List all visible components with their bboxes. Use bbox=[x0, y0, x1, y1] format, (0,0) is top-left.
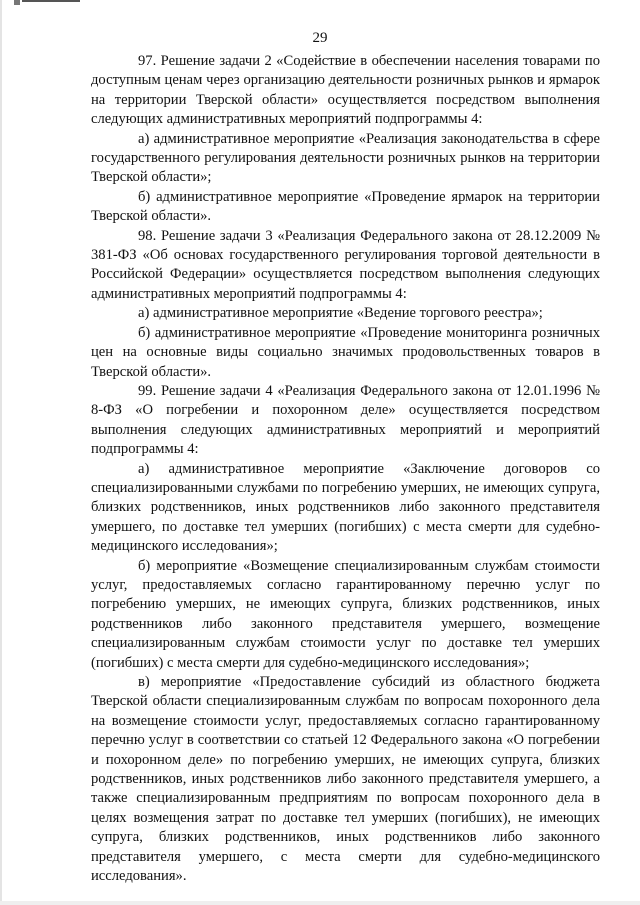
paragraph-99-a: а) административное мероприятие «Заключение договоров со специализированными службами по погребению умерших, не имеющих супруга, близких родственников, иных родственников либо законного представителя умершего, по доставке тел умерших (погибших) с места смерти для судебно-медицинского исследования»; bbox=[91, 460, 600, 555]
paragraph-99: 99. Решение задачи 4 «Реализация Федерального закона от 12.01.1996 № 8-ФЗ «О погребении и похоронном деле» осуществляется посредством выполнения следующих административных мероприятий и мероприятий подпрограммы 4: bbox=[91, 382, 600, 458]
scan-left-edge bbox=[0, 0, 2, 905]
paragraph-98: 98. Решение задачи 3 «Реализация Федерального закона от 28.12.2009 № 381-ФЗ «Об основах государственного регулирования торговой деятельности в Российской Федерации» осуществляется посредством выполнения следующих административных мероприятий подпрограммы 4: bbox=[91, 227, 600, 302]
document-body bbox=[91, 52, 600, 886]
paragraph-99-b: б) мероприятие «Возмещение специализированным службам стоимости услуг, предоставляемых согласно гарантированному перечню услуг по погребению умерших, не имеющих супруга, близких родственников, иных родственников либо законного представителя умершего, возмещение специализированным службам стоимости услуг по доставке тел умерших (погибших) с места смерти для судебно-медицинского исследования»; bbox=[91, 557, 600, 671]
paragraph-98-a: а) административное мероприятие «Ведение торгового реестра»; bbox=[138, 305, 543, 322]
scan-bottom-edge bbox=[0, 901, 640, 905]
paragraph-97: 97. Решение задачи 2 «Содействие в обеспечении населения товарами по доступным ценам через организацию деятельности розничных рынков и ярмарок на территории Тверской области» осуществляется посредством выполнения следующих административных мероприятий подпрограммы 4: bbox=[91, 53, 600, 128]
page-number: 29 bbox=[312, 30, 328, 46]
paragraph-99-c: в) мероприятие «Предоставление субсидий из областного бюджета Тверской области специализированным службам по вопросам похоронного дела на возмещение стоимости услуг, предоставляемых согласно гарантированному перечню услуг в соответствии со статьей 12 Федерального закона «О погребении и похоронном деле» по погребению умерших, не имеющих супруга, близких родственников, иных родственников либо законного представителя умершего, а также специализированным предприятиям по вопросам похоронного дела в целях возмещения затрат по доставке тел умерших (погибших), не имеющих супруга, близких родственников, иных родственников либо законного представителя умершего, с места смерти для судебно-медицинского исследования». bbox=[91, 674, 600, 885]
scan-artifact-mark bbox=[14, 0, 20, 5]
scan-artifact-line bbox=[22, 0, 80, 2]
paragraph-98-b: б) административное мероприятие «Проведение мониторинга розничных цен на основные виды социально значимых продовольственных товаров в Тверской области». bbox=[91, 324, 600, 380]
paragraph-97-a: а) административное мероприятие «Реализация законодательства в сфере государственного регулирования деятельности розничных рынков на территории Тверской области»; bbox=[91, 130, 600, 186]
paragraph-97-b: б) административное мероприятие «Проведение ярмарок на территории Тверской области». bbox=[91, 188, 600, 225]
